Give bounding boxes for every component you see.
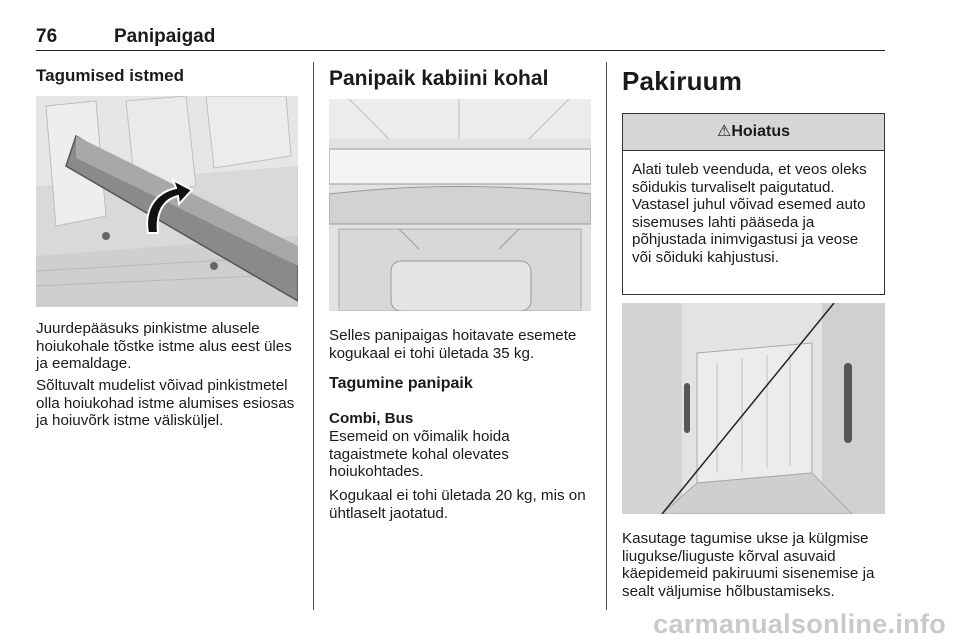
section-heading-cab-storage: Panipaik kabiini kohal [329, 67, 549, 90]
subheading-rear-storage: Tagumine panipaik [329, 375, 473, 392]
cargo-area-drawing [622, 303, 885, 514]
cab-storage-paragraph: Selles panipaigas hoitavate esemete kogukaal ei tohi ületada 35 kg. [329, 327, 577, 362]
warning-header [623, 114, 884, 151]
section-heading-cargo: Pakiruum [622, 66, 743, 96]
rear-storage-paragraph-1: Esemeid on võimalik hoida tagaistmete kohal olevates hoiukohtades. [329, 428, 510, 481]
rear-seats-paragraph-2: Sõltuvalt mudelist võivad pinkistmetel olla hoiukohad istme alumises esiosas ja hoiuvõrk istme välisküljel. [36, 377, 295, 430]
page-number: 76 [36, 26, 58, 47]
warning-icon: ⚠ [716, 123, 732, 140]
rear-seat-illustration [36, 96, 298, 307]
warning-box [622, 113, 885, 295]
watermark: carmanualsonline.info [653, 609, 946, 639]
column-divider [313, 62, 314, 610]
rear-seat-drawing [36, 96, 298, 307]
chapter-title: Panipaigad [114, 26, 216, 47]
section-heading-rear-seats: Tagumised istmed [36, 66, 184, 85]
cargo-paragraph: Kasutage tagumise ukse ja külgmise liugukse/liuguste kõrval asuvaid käepidemeid pakiruumi sisenemise ja sealt väljumise hõlbustamiseks. [622, 530, 875, 600]
warning-text: Alati tuleb veenduda, et veos oleks sõidukis turvaliselt paigutatud. Vastasel juhul võivad esemed auto sisemuses lahti pääseda ja põhjustada inimvigastusi ja veose või sõiduki kahjustusi. [632, 161, 867, 266]
overhead-storage-illustration [329, 99, 591, 311]
rear-seats-paragraph-1: Juurdepääsuks pinkistme alusele hoiukohale tõstke istme alus eest üles ja eemaldage. [36, 320, 292, 373]
rear-storage-paragraph-2: Kogukaal ei tohi ületada 20 kg, mis on ühtlaselt jaotatud. [329, 487, 586, 522]
overhead-storage-drawing [329, 99, 591, 311]
variant-label: Combi, Bus [329, 410, 414, 427]
warning-title: Hoiatus [731, 123, 790, 140]
page-header [36, 22, 885, 51]
column-divider [606, 62, 607, 610]
cargo-area-illustration [622, 303, 885, 514]
